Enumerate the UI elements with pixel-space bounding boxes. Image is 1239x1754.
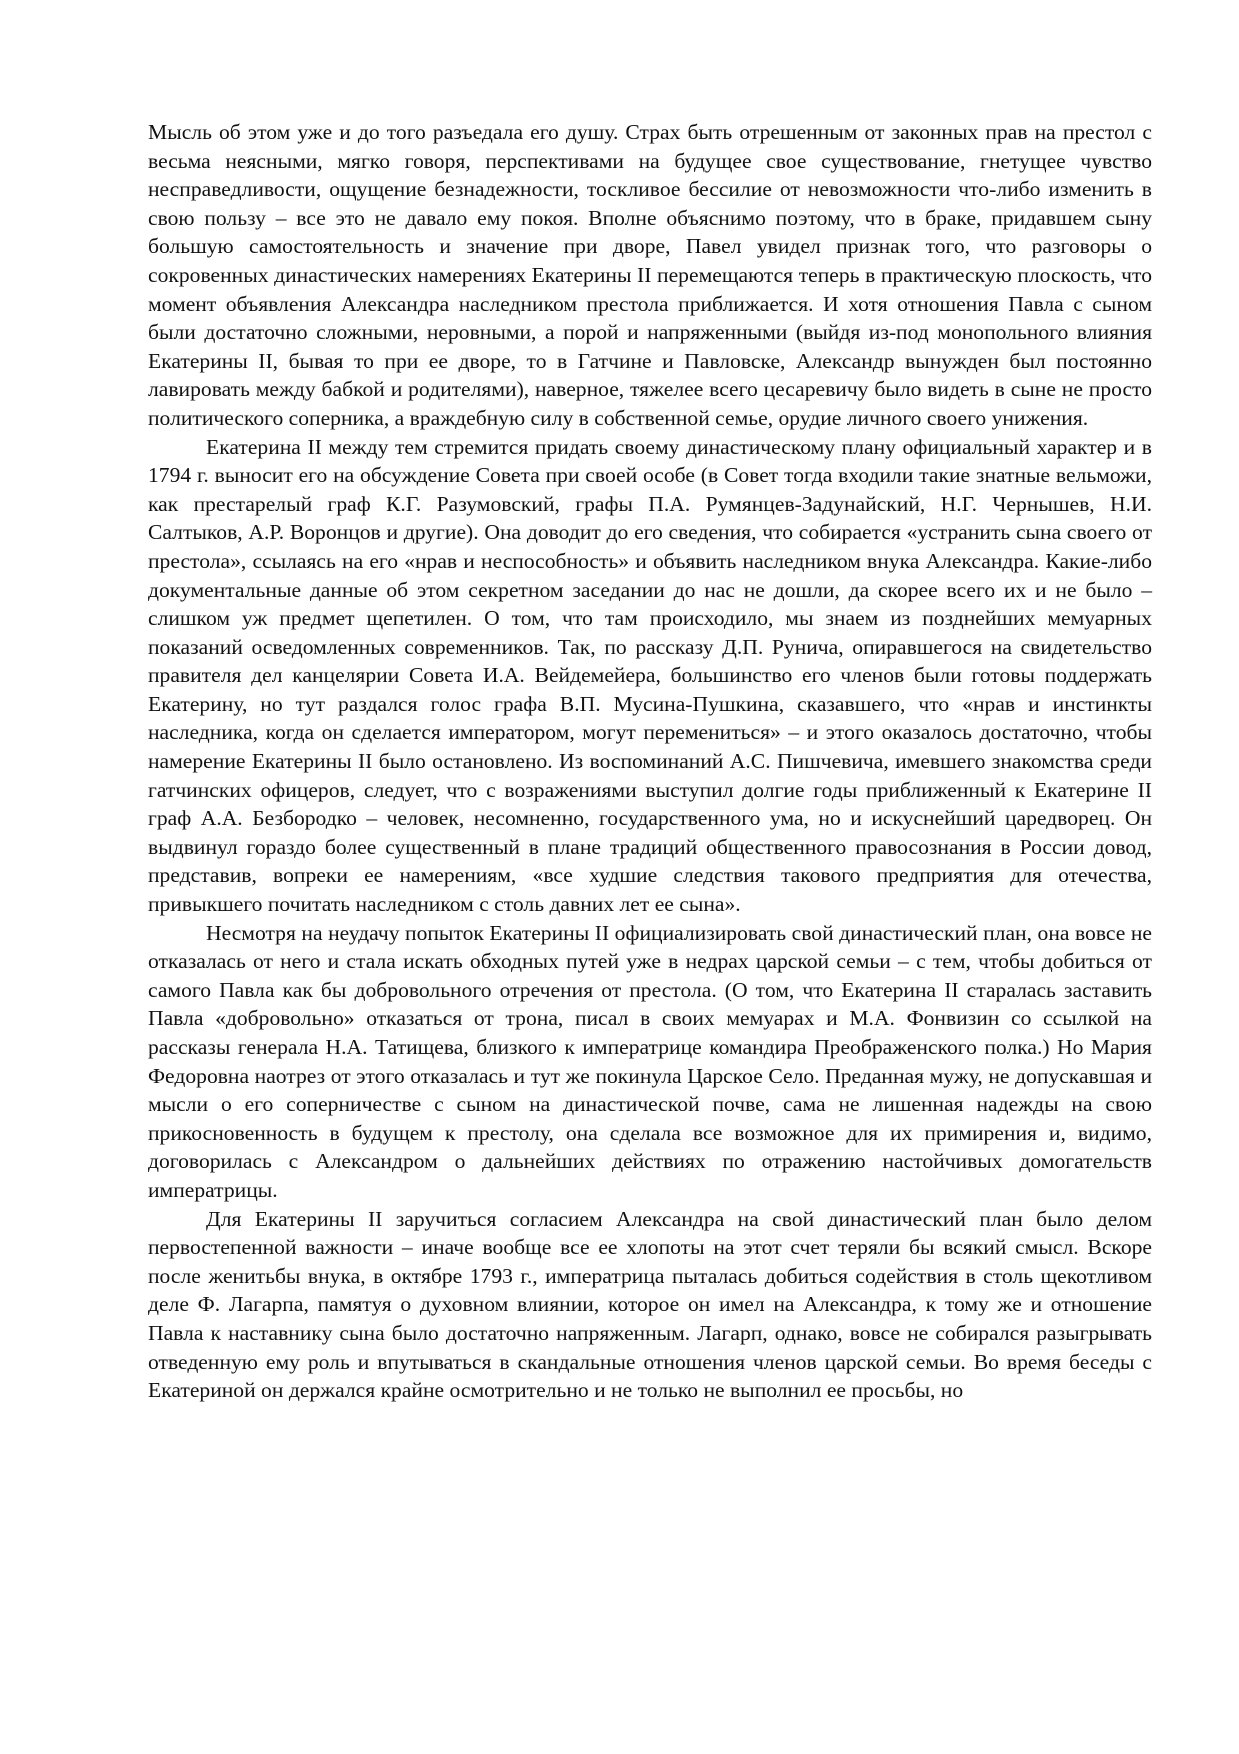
paragraph-2: Екатерина II между тем стремится придать своему династическому плану официальный характер и в 1794 г. выносит его на обсуждение Совета при своей особе (в Совет тогда входили такие знатные вельможи, как престарелый граф К.Г. Разумовский, графы П.А. Румянцев-Задунайский, Н.Г. Чернышев, Н.И. Салтыков, А.Р. Воронцов и другие). Она доводит до его сведения, что собирается «устранить сына своего от престола», ссылаясь на его «нрав и неспособность» и объявить наследником внука Александра. Какие-либо документальные данные об этом секретном заседании до нас не дошли, да скорее всего их и не было – слишком уж предмет щепетилен. О том, что там происходило, мы знаем из позднейших мемуарных показаний осведомленных современников. Так, по рассказу Д.П. Рунича, опиравшегося на свидетельство правителя дел канцелярии Совета И.А. Вейдемейера, большинство его членов были готовы поддержать Екатерину, но тут раздался голос графа В.П. Мусина-Пушкина, сказавшего, что «нрав и инстинкты наследника, когда он сделается императором, могут перемениться» – и этого оказалось достаточно, чтобы намерение Екатерины II было остановлено. Из воспоминаний А.С. Пишчевича, имевшего знакомства среди гатчинских офицеров, следует, что с возражениями выступил долгие годы приближенный к Екатерине II граф А.А. Безбородко – человек, несомненно, государственного ума, но и искуснейший царедворец. Он выдвинул гораздо более существенный в плане традиций общественного правосознания в России довод, представив, вопреки ее намерениям, «все худшие следствия такового предприятия для отечества, привыкшего почитать наследником с столь давних лет ее сына».	[148, 434, 1152, 917]
document-page	[148, 118, 1152, 1405]
paragraph-3: Несмотря на неудачу попыток Екатерины II официализировать свой династический план, она вовсе не отказалась от него и стала искать обходных путей уже в недрах царской семьи – с тем, чтобы добиться от самого Павла как бы добровольного отречения от престола. (О том, что Екатерина II старалась заставить Павла «добровольно» отказаться от трона, писал в своих мемуарах и М.А. Фонвизин со ссылкой на рассказы генерала Н.А. Татищева, близкого к императрице командира Преображенского полка.) Но Мария Федоровна наотрез от этого отказалась и тут же покинула Царское Село. Преданная мужу, не допускавшая и мысли о его соперничестве с сыном на династической почве, сама не лишенная надежды на свою прикосновенность в будущем к престолу, она сделала все возможное для их примирения и, видимо, договорилась с Александром о дальнейших действиях по отражению настойчивых домогательств императрицы.	[148, 920, 1152, 1202]
paragraph-4: Для Екатерины II заручиться согласием Александра на свой династический план было делом первостепенной важности – иначе вообще все ее хлопоты на этот счет теряли бы всякий смысл. Вскоре после женитьбы внука, в октябре 1793 г., императрица пыталась добиться содействия в столь щекотливом деле Ф. Лагарпа, памятуя о духовном влиянии, которое он имел на Александра, к тому же и отношение Павла к наставнику сына было достаточно напряженным. Лагарп, однако, вовсе не собирался разыгрывать отведенную ему роль и впутываться в скандальные отношения членов царской семьи. Во время беседы с Екатериной он держался крайне осмотрительно и не только не выполнил ее просьбы, но	[148, 1206, 1152, 1403]
paragraph-1: Мысль об этом уже и до того разъедала его душу. Страх быть отрешенным от законных прав на престол с весьма неясными, мягко говоря, перспективами на будущее свое существование, гнетущее чувство несправедливости, ощущение безнадежности, тоскливое бессилие от невозможности что-либо изменить в свою пользу – все это не давало ему покоя. Вполне объяснимо поэтому, что в браке, придавшем сыну большую самостоятельность и значение при дворе, Павел увидел признак того, что разговоры о сокровенных династических намерениях Екатерины II перемещаются теперь в практическую плоскость, что момент объявления Александра наследником престола приближается. И хотя отношения Павла с сыном были достаточно сложными, неровными, а порой и напряженными (выйдя из-под монопольного влияния Екатерины II, бывая то при ее дворе, то в Гатчине и Павловске, Александр вынужден был постоянно лавировать между бабкой и родителями), наверное, тяжелее всего цесаревичу было видеть в сыне не просто политического соперника, а враждебную силу в собственной семье, орудие личного своего унижения.	[148, 120, 1152, 430]
